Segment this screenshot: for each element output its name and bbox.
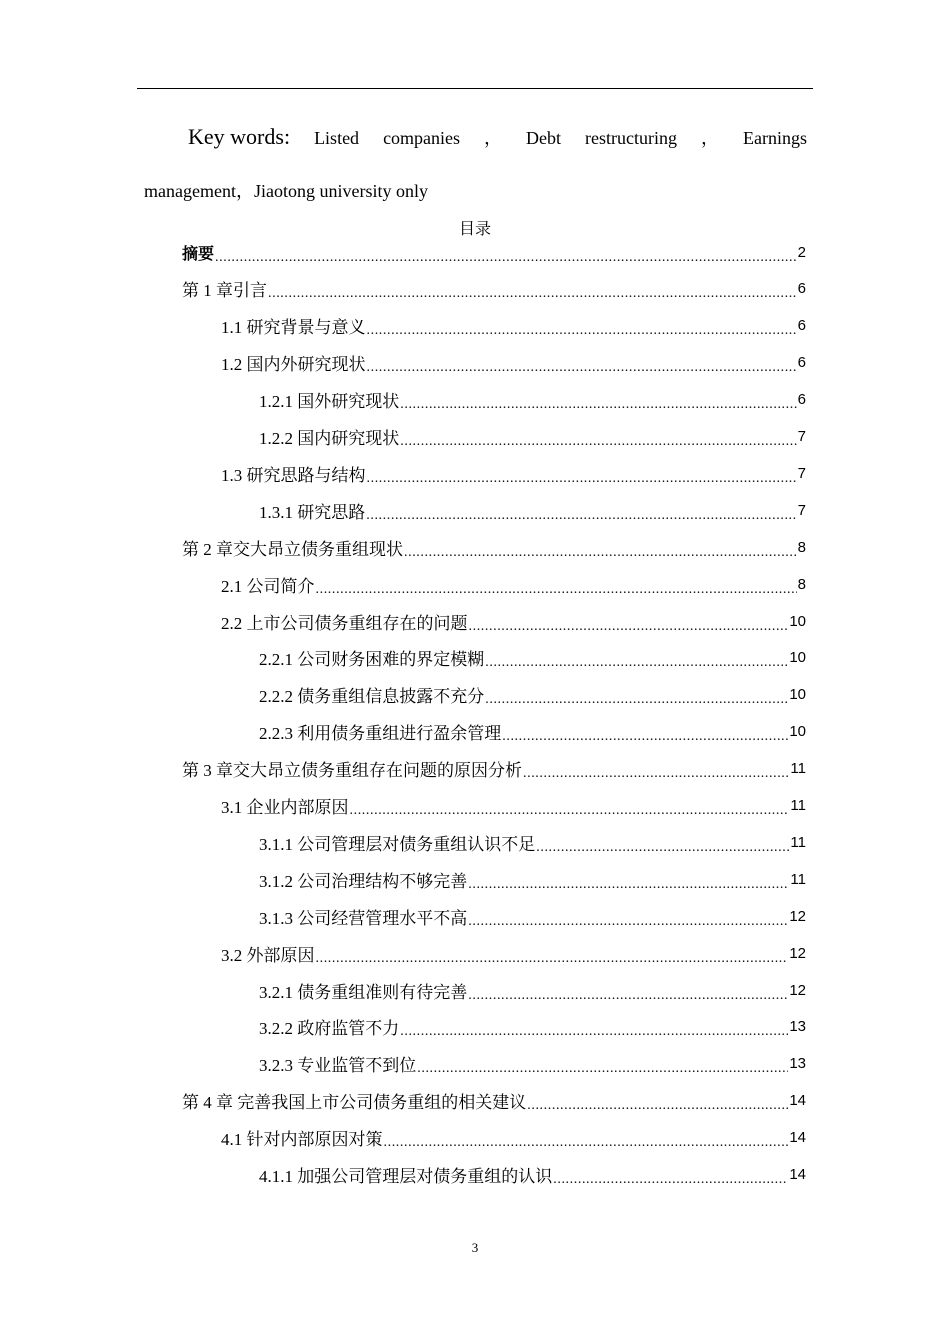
toc-entry[interactable] bbox=[221, 1120, 806, 1156]
toc-entry[interactable] bbox=[182, 1083, 806, 1119]
toc-dot-leader bbox=[523, 762, 789, 779]
toc-entry-label: 3.2.1 债务重组准则有待完善 bbox=[259, 982, 468, 1002]
keyword-separator: ， bbox=[701, 128, 720, 148]
toc-entry[interactable] bbox=[182, 234, 806, 270]
toc-dot-leader bbox=[400, 1020, 788, 1037]
toc-entry[interactable] bbox=[221, 345, 806, 381]
toc-entry-page: 6 bbox=[797, 354, 806, 372]
toc-dot-leader bbox=[366, 504, 796, 521]
toc-entry[interactable] bbox=[259, 382, 806, 418]
toc-entry-page: 7 bbox=[797, 464, 806, 482]
toc-dot-leader bbox=[316, 578, 797, 595]
toc-entry-label: 3.2.2 政府监管不力 bbox=[259, 1019, 400, 1039]
toc-entry-page: 14 bbox=[789, 1166, 806, 1183]
toc-dot-leader bbox=[215, 246, 797, 263]
toc-entry-label: 3.2.3 专业监管不到位 bbox=[259, 1056, 417, 1076]
toc-entry-page: 7 bbox=[797, 501, 806, 519]
toc-entry[interactable] bbox=[259, 640, 806, 676]
toc-entry-label: 2.2.1 公司财务困难的界定模糊 bbox=[259, 650, 485, 670]
toc-entry-label: 4.1.1 加强公司管理层对债务重组的认识 bbox=[259, 1167, 553, 1186]
toc-dot-leader bbox=[350, 799, 790, 816]
toc-dot-leader bbox=[502, 725, 788, 742]
toc-entry[interactable] bbox=[221, 455, 806, 491]
toc-entry[interactable] bbox=[182, 751, 806, 787]
toc-entry-label: 1.3.1 研究思路 bbox=[259, 502, 366, 522]
toc-entry-label: 2.1 公司简介 bbox=[221, 576, 315, 596]
toc-entry-page: 10 bbox=[789, 649, 806, 667]
toc-dot-leader bbox=[367, 319, 797, 336]
toc-entry[interactable] bbox=[221, 603, 806, 639]
toc-entry[interactable] bbox=[221, 566, 806, 602]
toc-entry-label: 1.1 研究背景与意义 bbox=[221, 318, 366, 338]
toc-entry-label: 4.1 针对内部原因对策 bbox=[221, 1130, 383, 1150]
toc-dot-leader bbox=[468, 984, 788, 1001]
toc-entry-page: 8 bbox=[797, 538, 806, 556]
toc-entry[interactable] bbox=[259, 1046, 806, 1082]
toc-entry-label: 第 2 章交大昂立债务重组现状 bbox=[182, 539, 403, 559]
toc-entry[interactable] bbox=[259, 677, 806, 713]
toc-entry-label: 摘要 bbox=[182, 245, 215, 263]
toc-entry[interactable] bbox=[221, 935, 806, 971]
toc-dot-leader bbox=[536, 836, 789, 853]
keywords-label: Key words: bbox=[188, 124, 291, 149]
toc-entry-label: 第 1 章引言 bbox=[182, 281, 267, 301]
toc-entry-page: 11 bbox=[790, 797, 806, 814]
toc-entry-page: 6 bbox=[797, 391, 806, 409]
toc-entry-page: 10 bbox=[789, 723, 806, 741]
toc-entry[interactable] bbox=[259, 861, 806, 897]
toc-entry[interactable] bbox=[182, 529, 806, 565]
toc-entry-label: 1.2.2 国内研究现状 bbox=[259, 429, 400, 448]
toc-entry-label: 3.2 外部原因 bbox=[221, 945, 315, 965]
toc-entry-page: 11 bbox=[790, 760, 806, 778]
toc-entry-page: 13 bbox=[789, 1018, 806, 1036]
toc-entry-page: 12 bbox=[789, 944, 806, 962]
toc-title: 目录 bbox=[458, 221, 491, 238]
toc-entry[interactable] bbox=[259, 1009, 806, 1045]
toc-entry[interactable] bbox=[259, 898, 806, 934]
toc-entry[interactable] bbox=[259, 824, 806, 860]
toc-entry-page: 12 bbox=[789, 981, 806, 999]
toc-entry[interactable] bbox=[221, 308, 806, 344]
toc-entry-page: 10 bbox=[789, 612, 806, 630]
toc-dot-leader bbox=[468, 910, 788, 927]
toc-entry[interactable] bbox=[259, 1157, 806, 1193]
toc-dot-leader bbox=[400, 393, 796, 410]
toc-entry-page: 14 bbox=[789, 1129, 806, 1147]
toc-entry-label: 2.2 上市公司债务重组存在的问题 bbox=[221, 613, 468, 633]
toc-dot-leader bbox=[316, 947, 789, 964]
keyword-term: Debt bbox=[526, 128, 562, 148]
toc-entry-label: 3.1.1 公司管理层对债务重组认识不足 bbox=[259, 834, 536, 854]
toc-dot-leader bbox=[485, 688, 788, 705]
toc-dot-leader bbox=[400, 430, 796, 447]
toc-entry-label: 第 3 章交大昂立债务重组存在问题的原因分析 bbox=[182, 761, 522, 781]
toc-entry-label: 第 4 章 完善我国上市公司债务重组的相关建议 bbox=[182, 1093, 527, 1113]
keyword-term: Earnings bbox=[743, 128, 807, 148]
toc-entry-label: 1.3 研究思路与结构 bbox=[221, 465, 366, 485]
toc-entry-page: 2 bbox=[797, 243, 806, 261]
toc-entry-page: 10 bbox=[789, 686, 806, 704]
keyword-term: companies bbox=[383, 128, 461, 148]
toc-dot-leader bbox=[367, 356, 797, 373]
toc-entry-label: 1.2.1 国外研究现状 bbox=[259, 392, 400, 412]
toc-entry-label: 3.1.3 公司经营管理水平不高 bbox=[259, 908, 468, 928]
toc-entry-page: 6 bbox=[797, 280, 806, 298]
toc-dot-leader bbox=[384, 1131, 789, 1148]
toc-entry-label: 2.2.3 利用债务重组进行盈余管理 bbox=[259, 724, 502, 744]
toc-entry-page: 11 bbox=[790, 833, 806, 851]
toc-dot-leader bbox=[469, 615, 789, 632]
keyword-term: restructuring bbox=[585, 128, 678, 148]
page-number: 3 bbox=[471, 1240, 479, 1255]
toc-dot-leader bbox=[527, 1094, 788, 1111]
toc-entry-label: 3.1 企业内部原因 bbox=[221, 798, 349, 817]
keyword-separator: ， bbox=[484, 128, 503, 148]
toc-entry-page: 7 bbox=[797, 428, 806, 445]
toc-entry[interactable] bbox=[259, 492, 806, 528]
toc-entry-page: 6 bbox=[797, 317, 806, 335]
header-rule bbox=[137, 88, 813, 89]
toc-entry[interactable] bbox=[182, 271, 806, 307]
toc-entry-label: 2.2.2 债务重组信息披露不充分 bbox=[259, 687, 485, 707]
toc-dot-leader bbox=[268, 282, 797, 299]
toc-dot-leader bbox=[485, 651, 788, 668]
toc-dot-leader bbox=[417, 1057, 788, 1074]
toc-dot-leader bbox=[367, 467, 797, 484]
toc-entry[interactable] bbox=[221, 788, 806, 824]
toc-dot-leader bbox=[404, 541, 797, 558]
toc-dot-leader bbox=[553, 1168, 788, 1185]
toc-entry-label: 3.1.2 公司治理结构不够完善 bbox=[259, 871, 468, 891]
keywords-continuation: management，Jiaotong university only bbox=[144, 181, 428, 201]
toc-entry-page: 8 bbox=[797, 575, 806, 593]
toc-entry[interactable] bbox=[259, 972, 806, 1008]
keywords-line bbox=[188, 124, 807, 158]
toc-entry-page: 11 bbox=[790, 870, 806, 888]
toc-dot-leader bbox=[468, 873, 789, 890]
toc-entry[interactable] bbox=[259, 714, 806, 750]
toc-entry[interactable] bbox=[259, 419, 806, 455]
toc-entry-page: 14 bbox=[789, 1092, 806, 1110]
keyword-term: Listed bbox=[314, 128, 360, 148]
toc-entry-label: 1.2 国内外研究现状 bbox=[221, 355, 366, 375]
toc-entry-page: 13 bbox=[789, 1055, 806, 1073]
toc-entry-page: 12 bbox=[789, 907, 806, 925]
